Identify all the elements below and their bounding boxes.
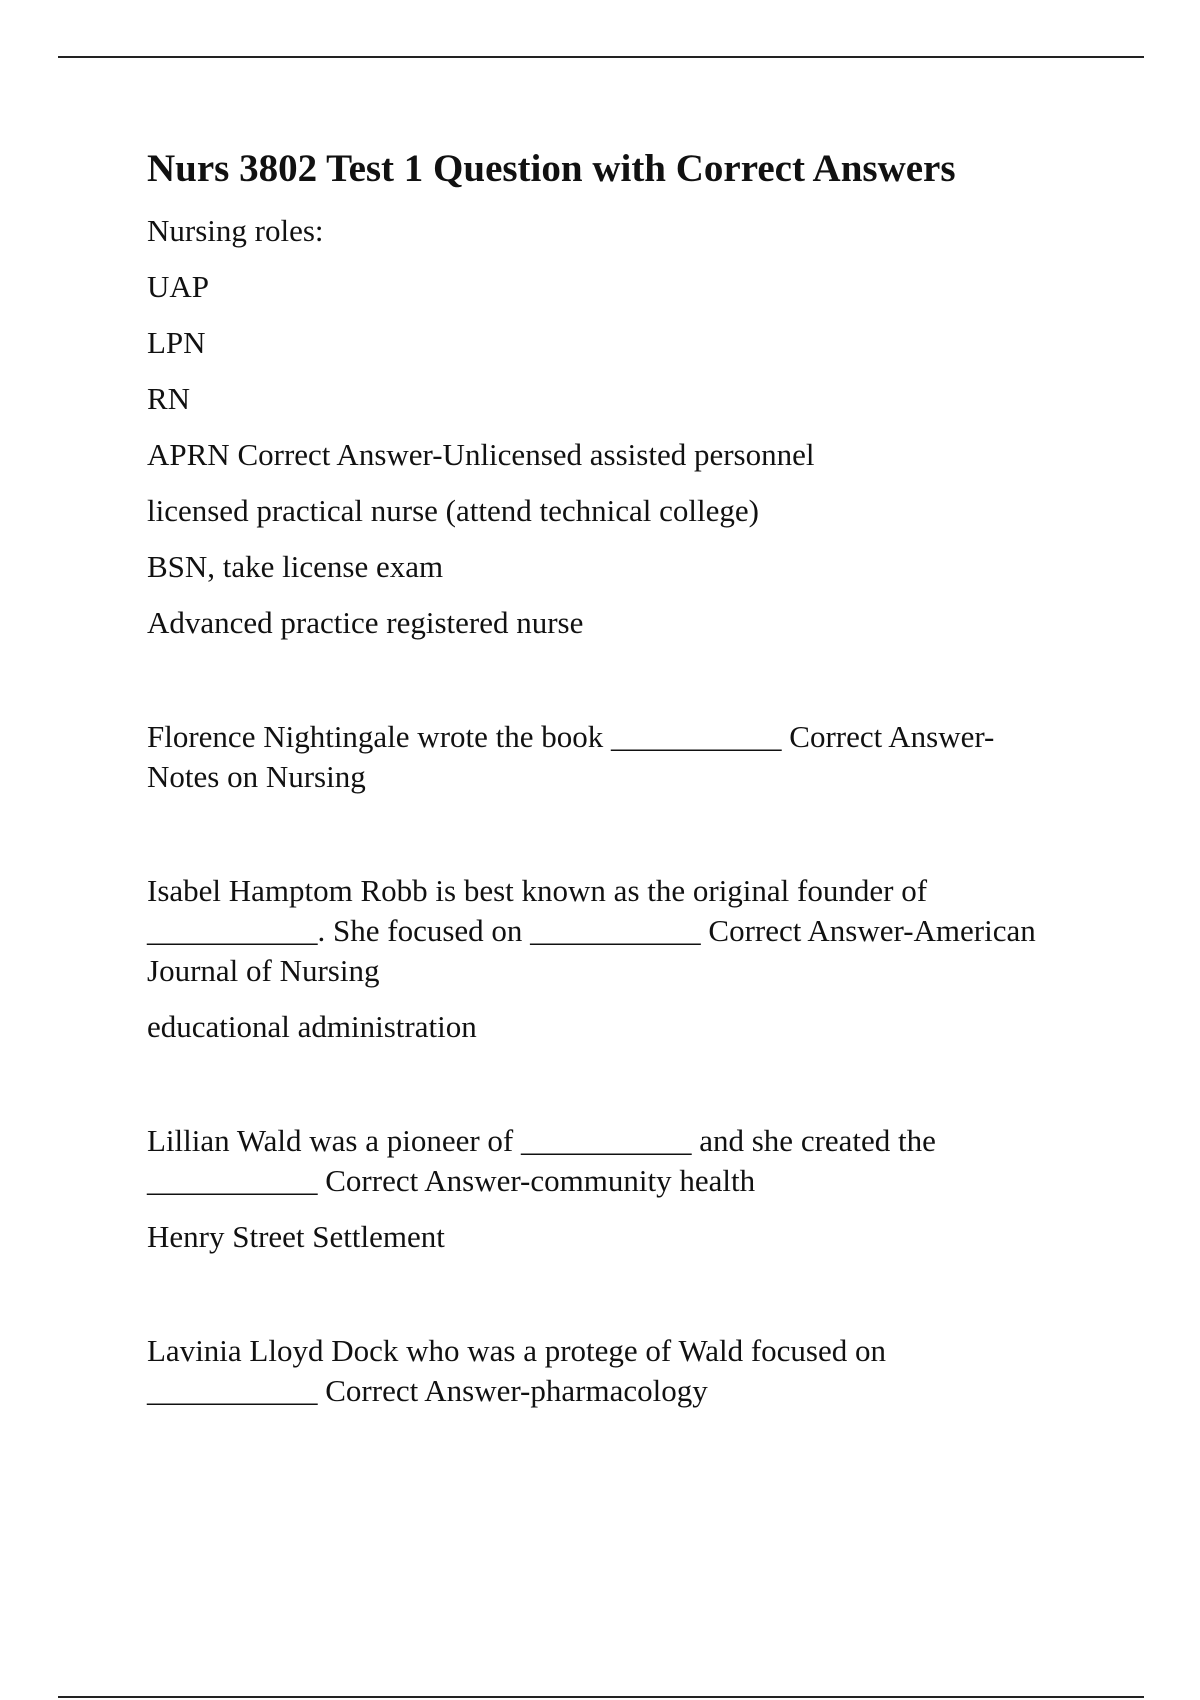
answer-line: BSN, take license exam xyxy=(147,549,444,584)
list-item: APRN Correct Answer-Unlicensed assisted personnel xyxy=(147,437,815,472)
question-text: ___________. She focused on ___________ Correct Answer-American xyxy=(147,913,1036,948)
section-gap xyxy=(147,1257,1087,1315)
list-item: LPN xyxy=(147,325,206,360)
list-item: RN xyxy=(147,381,191,416)
answer-line: educational administration xyxy=(147,1009,477,1044)
question-nightingale xyxy=(147,717,1087,797)
answer-line: licensed practical nurse (attend technical college) xyxy=(147,493,759,528)
question-wald xyxy=(147,1121,1087,1257)
section-gap xyxy=(147,797,1087,855)
question-text: Nursing roles: xyxy=(147,213,324,248)
question-robb xyxy=(147,871,1087,1047)
question-text: Florence Nightingale wrote the book ___________ Correct Answer- xyxy=(147,719,995,754)
document-title: Nurs 3802 Test 1 Question with Correct Answers xyxy=(147,147,956,190)
section-gap xyxy=(147,643,1087,701)
question-nursing-roles xyxy=(147,211,1087,643)
list-item: UAP xyxy=(147,269,210,304)
question-text: Lillian Wald was a pioneer of ___________ and she created the xyxy=(147,1123,936,1158)
section-gap xyxy=(147,1047,1087,1105)
document-body xyxy=(147,143,1087,1411)
header-rule xyxy=(58,56,1144,58)
question-dock xyxy=(147,1331,1087,1411)
answer-line: Henry Street Settlement xyxy=(147,1219,445,1254)
question-text: ___________ Correct Answer-community health xyxy=(147,1163,756,1198)
footer-rule xyxy=(58,1696,1144,1698)
question-text: Isabel Hamptom Robb is best known as the original founder of xyxy=(147,873,928,908)
answer-line: Advanced practice registered nurse xyxy=(147,605,584,640)
answer-line: Journal of Nursing xyxy=(147,953,380,988)
question-text: Lavinia Lloyd Dock who was a protege of Wald focused on xyxy=(147,1333,887,1368)
answer-line: Notes on Nursing xyxy=(147,759,366,794)
question-text: ___________ Correct Answer-pharmacology xyxy=(147,1373,708,1408)
